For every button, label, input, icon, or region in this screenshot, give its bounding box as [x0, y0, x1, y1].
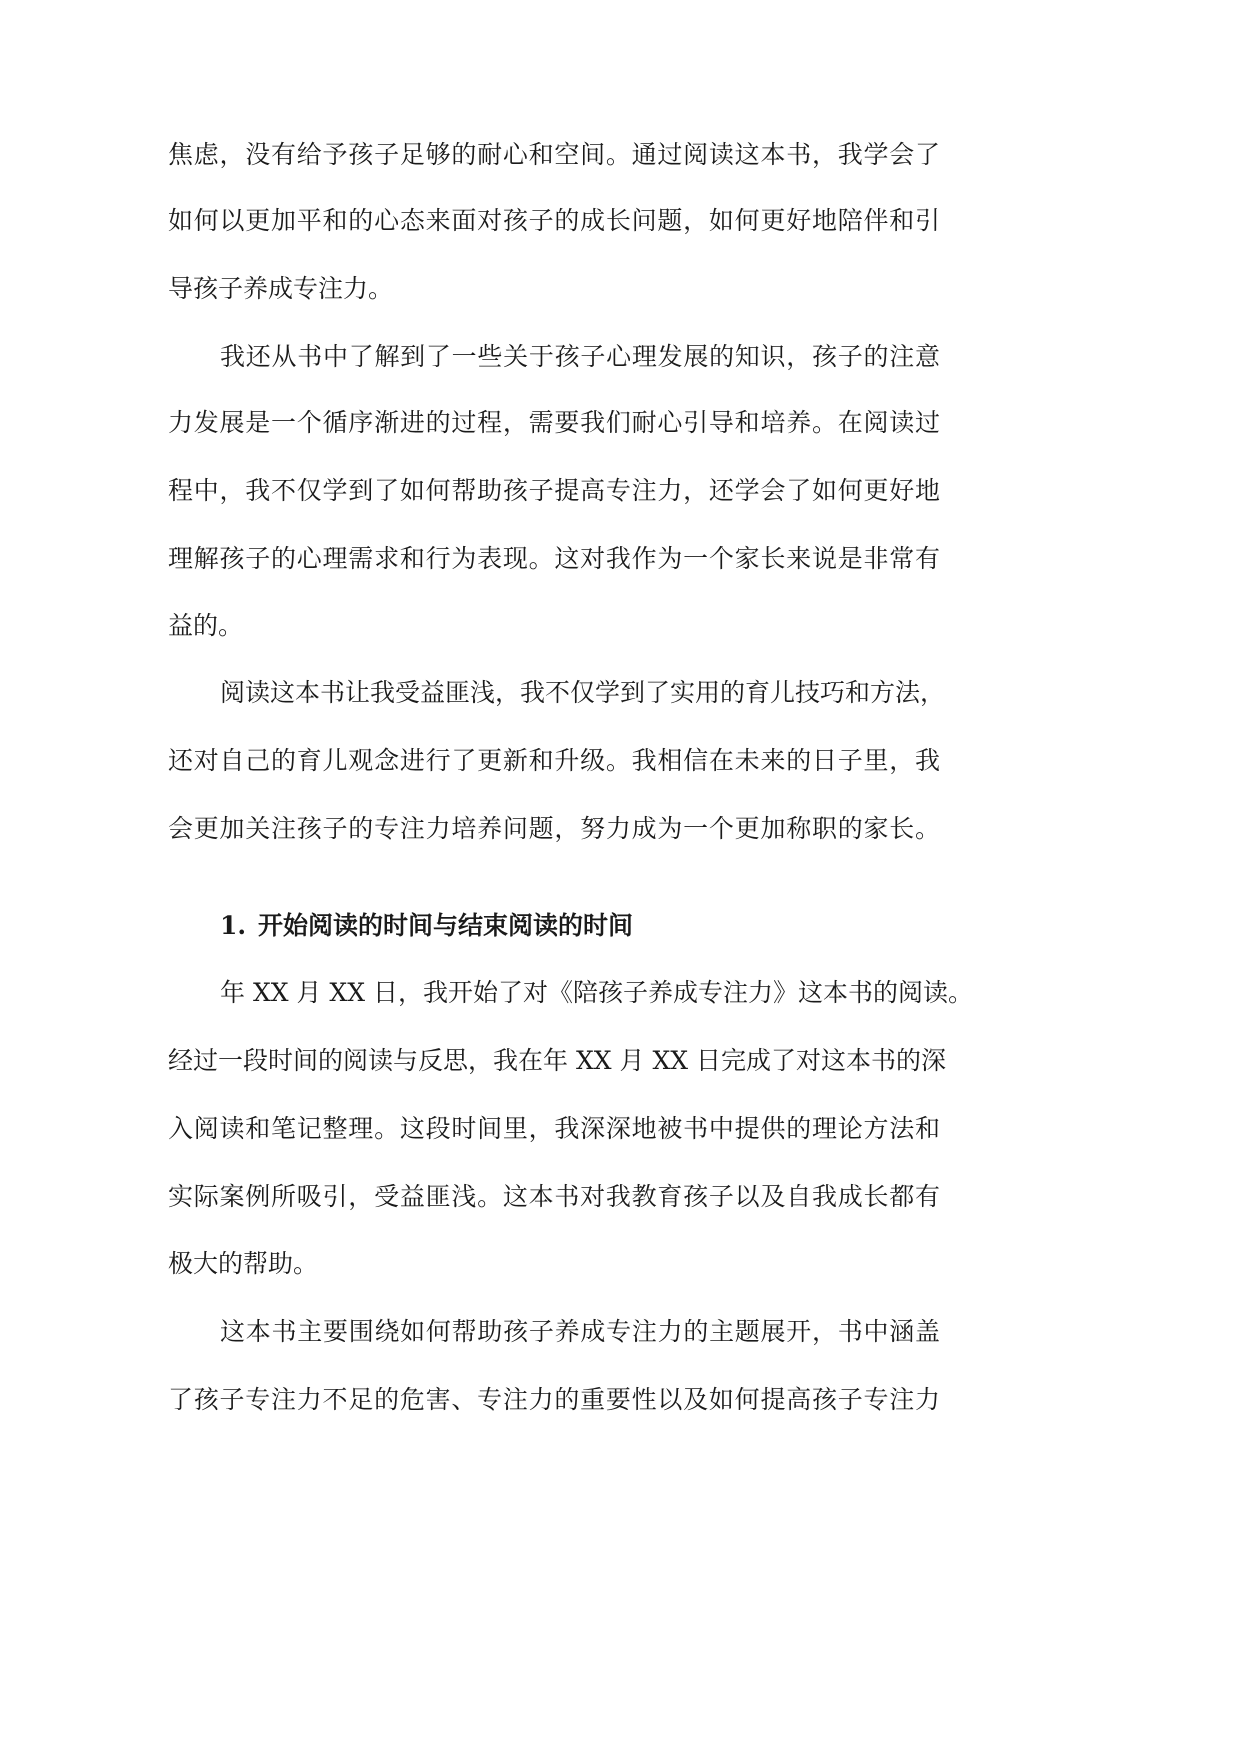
text-line: 我还从书中了解到了一些关于孩子心理发展的知识，孩子的注意 — [220, 342, 940, 371]
text-line: 力发展是一个循序渐进的过程，需要我们耐心引导和培养。在阅读过 — [168, 408, 940, 437]
section-number: 1. — [220, 911, 247, 940]
text-line: 理解孩子的心理需求和行为表现。这对我作为一个家长来说是非常有 — [168, 544, 940, 573]
text-line: 了孩子专注力不足的危害、专注力的重要性以及如何提高孩子专注力 — [168, 1385, 940, 1414]
text-line: 实际案例所吸引，受益匪浅。这本书对我教育孩子以及自我成长都有 — [168, 1182, 940, 1211]
text-line: 焦虑，没有给予孩子足够的耐心和空间。通过阅读这本书，我学会了 — [168, 140, 940, 169]
text-line: 如何以更加平和的心态来面对孩子的成长问题，如何更好地陪伴和引 — [168, 206, 940, 235]
text-line: 极大的帮助。 — [168, 1249, 319, 1278]
text-line: 会更加关注孩子的专注力培养问题，努力成为一个更加称职的家长。 — [168, 814, 940, 843]
text-line: 经过一段时间的阅读与反思，我在年 XX 月 XX 日完成了对这本书的深 — [168, 1046, 946, 1075]
text-line: 益的。 — [168, 611, 244, 640]
text-line: 程中，我不仅学到了如何帮助孩子提高专注力，还学会了如何更好地 — [168, 476, 940, 505]
section-title: 开始阅读的时间与结束阅读的时间 — [258, 911, 634, 940]
text-line: 导孩子养成专注力。 — [168, 274, 394, 303]
text-line: 年 XX 月 XX 日，我开始了对《陪孩子养成专注力》这本书的阅读。 — [220, 978, 973, 1007]
text-line: 阅读这本书让我受益匪浅，我不仅学到了实用的育儿技巧和方法， — [220, 678, 946, 707]
text-line: 还对自己的育儿观念进行了更新和升级。我相信在未来的日子里，我 — [168, 746, 940, 775]
text-line: 这本书主要围绕如何帮助孩子养成专注力的主题展开，书中涵盖 — [220, 1317, 940, 1346]
section-heading — [220, 906, 633, 946]
text-line: 入阅读和笔记整理。这段时间里，我深深地被书中提供的理论方法和 — [168, 1114, 940, 1143]
